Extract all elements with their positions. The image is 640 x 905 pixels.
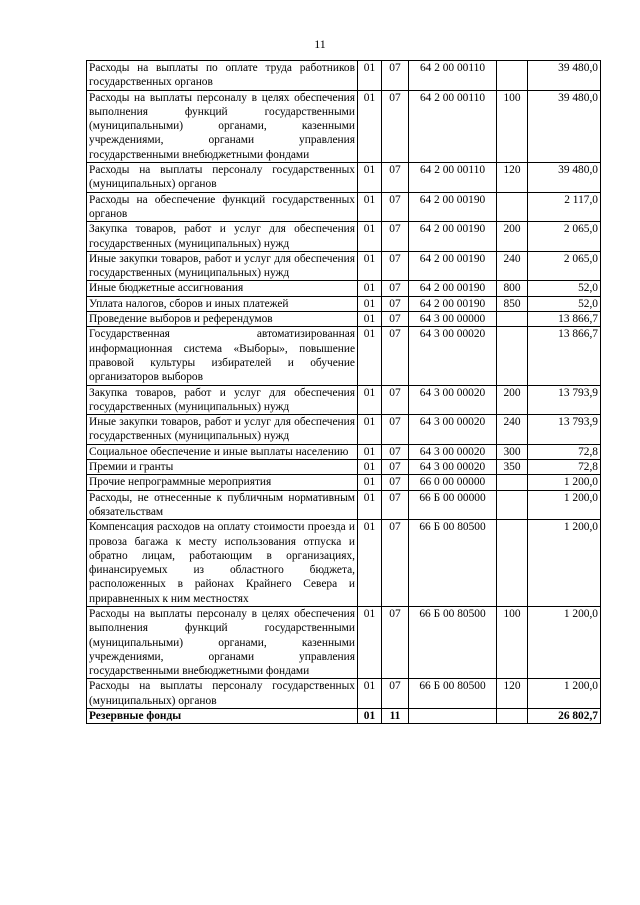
row-sum: 1 200,0	[528, 679, 601, 709]
row-csr: 66 Б 00 80500	[409, 606, 497, 678]
row-pr: 07	[382, 163, 409, 193]
page-number: 11	[314, 37, 326, 51]
row-csr: 64 3 00 00020	[409, 415, 497, 445]
row-pr: 07	[382, 251, 409, 281]
row-vr: 850	[497, 296, 528, 311]
row-vr: 300	[497, 444, 528, 459]
row-csr: 64 3 00 00020	[409, 385, 497, 415]
row-sum: 2 117,0	[528, 192, 601, 222]
row-rz: 01	[358, 327, 382, 385]
table-row	[87, 475, 601, 490]
row-vr: 240	[497, 251, 528, 281]
row-csr: 64 2 00 00190	[409, 222, 497, 252]
row-sum: 13 793,9	[528, 385, 601, 415]
row-pr: 07	[382, 61, 409, 91]
table-row	[87, 415, 601, 445]
table-row	[87, 679, 601, 709]
row-vr	[497, 327, 528, 385]
row-vr: 240	[497, 415, 528, 445]
row-rz: 01	[358, 163, 382, 193]
row-rz: 01	[358, 61, 382, 91]
row-rz: 01	[358, 90, 382, 162]
row-rz: 01	[358, 415, 382, 445]
row-pr: 07	[382, 460, 409, 475]
total-row	[87, 709, 601, 724]
row-rz: 01	[358, 251, 382, 281]
row-name: Государственная автоматизированная информационная система «Выборы», повышение правовой культуры избирателей и обучение организаторов выборов	[87, 327, 358, 385]
row-pr: 07	[382, 192, 409, 222]
row-name: Расходы на выплаты персоналу государственных (муниципальных) органов	[87, 679, 358, 709]
row-pr: 07	[382, 312, 409, 327]
row-rz: 01	[358, 385, 382, 415]
row-pr: 07	[382, 281, 409, 296]
row-pr: 07	[382, 475, 409, 490]
row-pr: 07	[382, 679, 409, 709]
row-name: Расходы на выплаты по оплате труда работников государственных органов	[87, 61, 358, 91]
row-sum: 72,8	[528, 444, 601, 459]
table-row	[87, 192, 601, 222]
row-rz: 01	[358, 460, 382, 475]
row-sum: 1 200,0	[528, 520, 601, 607]
row-name: Иные бюджетные ассигнования	[87, 281, 358, 296]
row-vr	[497, 312, 528, 327]
total-name: Резервные фонды	[87, 709, 358, 724]
row-csr: 64 2 00 00190	[409, 192, 497, 222]
row-rz: 01	[358, 222, 382, 252]
row-sum: 13 866,7	[528, 312, 601, 327]
row-name: Закупка товаров, работ и услуг для обеспечения государственных (муниципальных) нужд	[87, 385, 358, 415]
row-csr: 66 Б 00 80500	[409, 679, 497, 709]
row-sum: 13 793,9	[528, 415, 601, 445]
row-sum: 52,0	[528, 296, 601, 311]
row-vr: 120	[497, 163, 528, 193]
row-vr: 120	[497, 679, 528, 709]
table-row	[87, 312, 601, 327]
table-row	[87, 460, 601, 475]
row-vr	[497, 475, 528, 490]
row-pr: 07	[382, 490, 409, 520]
row-name: Уплата налогов, сборов и иных платежей	[87, 296, 358, 311]
row-name: Расходы на обеспечение функций государственных органов	[87, 192, 358, 222]
row-rz: 01	[358, 281, 382, 296]
table-row	[87, 222, 601, 252]
table-row	[87, 490, 601, 520]
table-row	[87, 61, 601, 91]
table-row	[87, 90, 601, 162]
row-name: Иные закупки товаров, работ и услуг для обеспечения государственных (муниципальных) нужд	[87, 251, 358, 281]
table-row	[87, 444, 601, 459]
row-vr: 100	[497, 606, 528, 678]
row-sum: 39 480,0	[528, 163, 601, 193]
row-name: Проведение выборов и референдумов	[87, 312, 358, 327]
row-csr: 64 2 00 00190	[409, 296, 497, 311]
total-csr	[409, 709, 497, 724]
row-sum: 1 200,0	[528, 606, 601, 678]
row-sum: 39 480,0	[528, 61, 601, 91]
row-name: Расходы, не отнесенные к публичным нормативным обязательствам	[87, 490, 358, 520]
row-rz: 01	[358, 312, 382, 327]
row-csr: 66 Б 00 80500	[409, 520, 497, 607]
budget-table	[86, 60, 601, 724]
row-vr	[497, 490, 528, 520]
row-name: Прочие непрограммные мероприятия	[87, 475, 358, 490]
row-sum: 2 065,0	[528, 222, 601, 252]
table-row	[87, 163, 601, 193]
row-name: Социальное обеспечение и иные выплаты населению	[87, 444, 358, 459]
row-name: Закупка товаров, работ и услуг для обеспечения государственных (муниципальных) нужд	[87, 222, 358, 252]
row-rz: 01	[358, 490, 382, 520]
row-name: Расходы на выплаты персоналу государственных (муниципальных) органов	[87, 163, 358, 193]
table-row	[87, 385, 601, 415]
row-csr: 64 2 00 00190	[409, 281, 497, 296]
row-vr: 200	[497, 385, 528, 415]
row-rz: 01	[358, 475, 382, 490]
total-vr	[497, 709, 528, 724]
row-pr: 07	[382, 296, 409, 311]
row-sum: 1 200,0	[528, 490, 601, 520]
table-row	[87, 281, 601, 296]
total-rz: 01	[358, 709, 382, 724]
row-csr: 64 3 00 00000	[409, 312, 497, 327]
row-rz: 01	[358, 296, 382, 311]
budget-table-body	[87, 61, 601, 724]
total-pr: 11	[382, 709, 409, 724]
row-rz: 01	[358, 606, 382, 678]
row-name: Премии и гранты	[87, 460, 358, 475]
table-row	[87, 327, 601, 385]
row-pr: 07	[382, 327, 409, 385]
row-name: Компенсация расходов на оплату стоимости проезда и провоза багажа к месту использования отпуска и обратно лицам, работающим в организациях, финансируемых из областного бюджета, расположенных в районах Крайнего Севера и приравненных к ним местностях	[87, 520, 358, 607]
row-csr: 66 Б 00 00000	[409, 490, 497, 520]
row-rz: 01	[358, 444, 382, 459]
row-vr: 800	[497, 281, 528, 296]
row-pr: 07	[382, 520, 409, 607]
table-row	[87, 606, 601, 678]
row-sum: 1 200,0	[528, 475, 601, 490]
total-sum: 26 802,7	[528, 709, 601, 724]
row-sum: 39 480,0	[528, 90, 601, 162]
row-rz: 01	[358, 520, 382, 607]
row-vr	[497, 61, 528, 91]
row-csr: 64 2 00 00110	[409, 163, 497, 193]
row-pr: 07	[382, 606, 409, 678]
row-name: Расходы на выплаты персоналу в целях обеспечения выполнения функций государственными (муниципальными) органами, казенными учреждениями, органами управления государственными внебюджетными фондами	[87, 90, 358, 162]
row-rz: 01	[358, 192, 382, 222]
row-sum: 2 065,0	[528, 251, 601, 281]
row-sum: 13 866,7	[528, 327, 601, 385]
row-csr: 64 3 00 00020	[409, 327, 497, 385]
row-pr: 07	[382, 222, 409, 252]
row-name: Расходы на выплаты персоналу в целях обеспечения выполнения функций государственными (муниципальными) органами, казенными учреждениями, органами управления государственными внебюджетными фондами	[87, 606, 358, 678]
table-row	[87, 251, 601, 281]
row-vr	[497, 520, 528, 607]
row-vr: 200	[497, 222, 528, 252]
row-csr: 64 2 00 00190	[409, 251, 497, 281]
row-csr: 64 3 00 00020	[409, 460, 497, 475]
row-pr: 07	[382, 385, 409, 415]
row-csr: 66 0 00 00000	[409, 475, 497, 490]
row-pr: 07	[382, 90, 409, 162]
row-sum: 52,0	[528, 281, 601, 296]
row-sum: 72,8	[528, 460, 601, 475]
row-pr: 07	[382, 415, 409, 445]
row-csr: 64 2 00 00110	[409, 61, 497, 91]
row-vr: 350	[497, 460, 528, 475]
row-vr	[497, 192, 528, 222]
row-rz: 01	[358, 679, 382, 709]
row-name: Иные закупки товаров, работ и услуг для обеспечения государственных (муниципальных) нужд	[87, 415, 358, 445]
row-pr: 07	[382, 444, 409, 459]
row-vr: 100	[497, 90, 528, 162]
table-row	[87, 296, 601, 311]
row-csr: 64 2 00 00110	[409, 90, 497, 162]
row-csr: 64 3 00 00020	[409, 444, 497, 459]
table-row	[87, 520, 601, 607]
